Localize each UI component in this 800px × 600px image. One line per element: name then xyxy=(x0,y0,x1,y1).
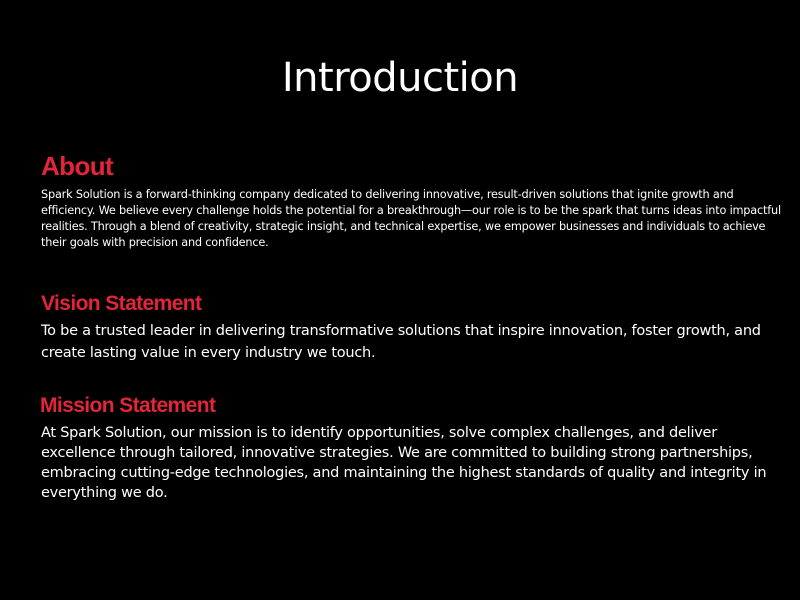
about-text: Spark Solution is a forward-thinking company dedicated to delivering innovative, result-driven solutions that ignite growth and efficiency. We believe every challenge holds the potential for a breakthrough—our role is to be the spark that turns ideas into impactful realities. Through a blend of creativity, strategic insight, and technical expertise, we empower businesses and individuals to achieve their goals with precision and confidence. xyxy=(41,188,781,249)
mission-statement-text: At Spark Solution, our mission is to identify opportunities, solve complex challenges, and deliver excellence through tailored, innovative strategies. We are committed to building strong partnerships, embracing cutting-edge technologies, and maintaining the highest standards of quality and integrity in everything we do. xyxy=(41,425,767,501)
vision-statement-heading: Vision Statement xyxy=(41,292,202,315)
vision-statement-text: To be a trusted leader in delivering transformative solutions that inspire innovation, foster growth, and create lasting value in every industry we touch. xyxy=(41,323,761,361)
about-heading: About xyxy=(41,151,114,181)
mission-statement-heading: Mission Statement xyxy=(40,394,216,417)
page-title: Introduction xyxy=(281,55,519,101)
